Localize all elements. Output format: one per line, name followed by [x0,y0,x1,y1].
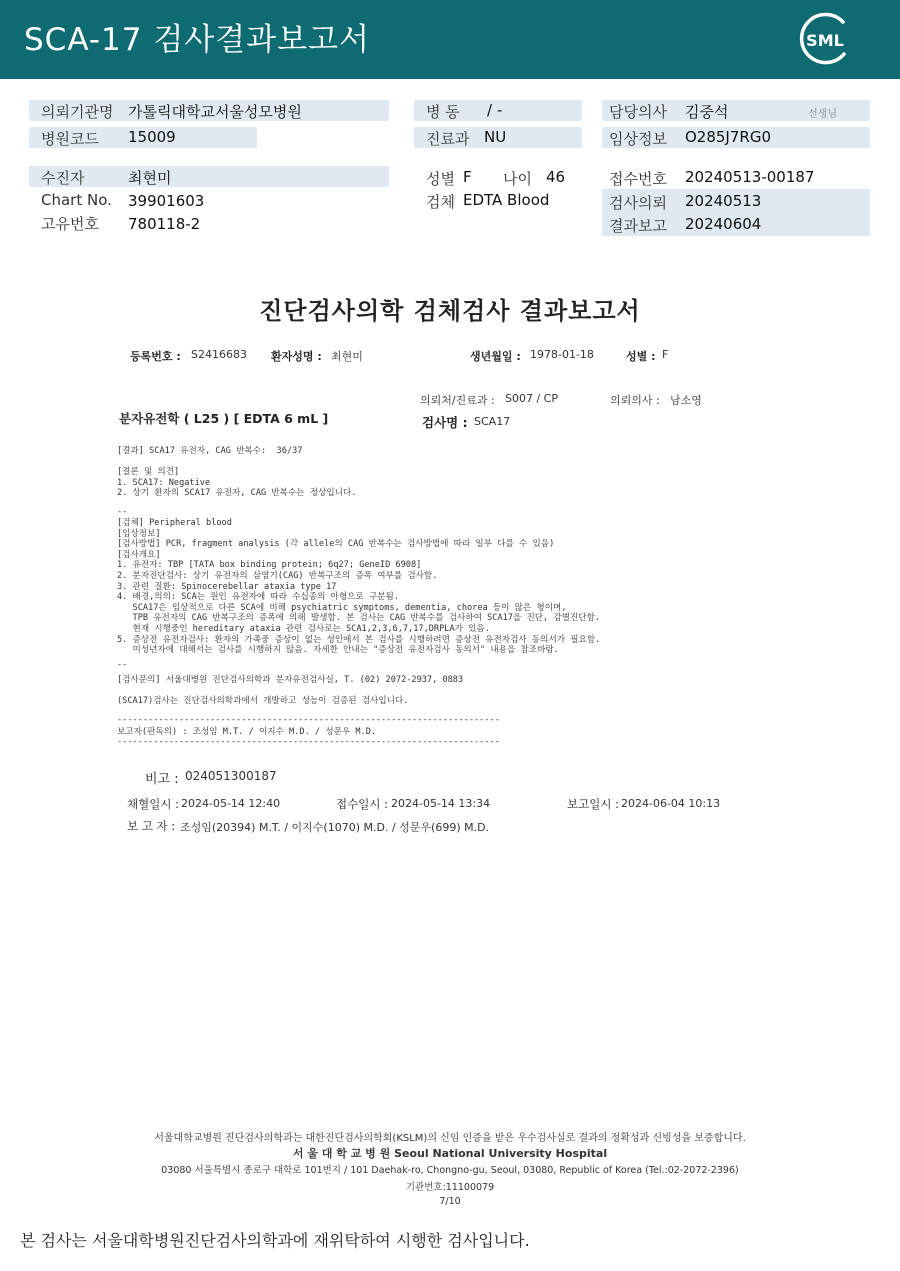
report-time-label: 보고일시 : [567,797,619,811]
detail-line: 3. 관련 질환: Spinocerebellar ataxia type 17 [117,581,337,592]
detail-line: [검체] Peripheral blood [117,518,232,528]
conclusion-line: [결론 및 의견] [117,467,180,477]
section-title: 분자유전학 ( L25 ) [ EDTA 6 mL ] [119,411,329,426]
department-value: NU [484,128,507,146]
age-label: 나이 [503,170,532,188]
chart-no-label: Chart No. [41,191,112,209]
report-date-label: 결과보고 [609,217,667,235]
referring-doctor-value: 남소영 [670,394,702,407]
ward-label: 병 동 [426,103,460,121]
patient-name-value: 최현미 [331,350,363,363]
patient-value: 최현미 [128,169,172,187]
detail-line: 1. 유전자: TBP [TATA box binding protein; 6q27; GeneID 6908] [117,560,422,571]
patient-label: 수진자 [41,169,85,187]
detail-line: 미성년자에 대해서는 검사를 시행하지 않음. 자세한 안내는 "증상전 유전자검사 동의서" 내용을 참조바람. [117,645,559,656]
hospital-code-label: 병원코드 [41,130,99,148]
doctor-suffix: 선생님 [808,109,837,120]
patient-name-label: 환자성명 : [271,350,322,363]
sex-value: F [463,168,472,186]
detail-line: [검사방법] PCR, fragment analysis (각 allele의 CAG 반복수는 검사방법에 따라 일부 다를 수 있음) [117,539,555,550]
chart-no-value: 39901603 [128,192,205,210]
receipt-no-label: 접수번호 [609,170,667,188]
sex-label: 성별 [426,170,455,188]
detail-line: 현재 시행중인 hereditary ataxia 관련 검사로는 SCA1,2,3,6,7,17,DRPLA가 있음. [117,624,490,634]
receipt-time-label: 접수일시 : [336,797,388,811]
age-value: 46 [546,168,566,186]
doctor-label: 담당의사 [609,103,667,121]
dash-line: -------------------------------------------------------------------------- [117,737,500,747]
page-title: SCA-17 검사결과보고서 [24,22,370,58]
report-sex-label: 성별 : [626,350,656,363]
logo-text: SML [806,31,844,50]
test-name-value: SCA17 [474,415,511,428]
collection-label: 채혈일시 : [127,797,179,811]
reporter-line: 보고자(판독의) : 조성임 M.T. / 이지수 M.D. / 성문우 M.D. [117,727,377,737]
collection-value: 2024-05-14 12:40 [181,797,281,810]
report-title: 진단검사의학 검체검사 결과보고서 [259,297,641,325]
separator: -- [117,660,128,670]
bottom-note: 본 검사는 서울대학병원진단검사의학과에 재위탁하여 시행한 검사입니다. [20,1231,530,1250]
doctor-value: 김중석 [685,103,729,121]
report-date-value: 20240604 [685,215,762,233]
clinical-info-value: O285J7RG0 [685,128,771,146]
referring-doctor-label: 의뢰의사 : [610,394,660,407]
detail-line: 2. 분자진단검사: 상기 유전자의 삼염기(CAG) 반복구조의 증폭 여부를 검사함. [117,571,438,581]
receipt-time-value: 2024-05-14 13:34 [391,797,491,810]
remark-label: 비고 : [145,772,179,787]
clinical-info-label: 임상정보 [609,130,667,148]
conclusion-line: 2. 상기 환자의 SCA17 유전자, CAG 반복수는 정상입니다. [117,488,357,499]
detail-line: SCA17은 임상적으로 다른 SCA에 비해 psychiatric symptoms, dementia, chorea 등이 많은 형이며, [117,602,567,613]
test-name-label: 검사명 : [422,415,468,430]
footer-certification: 서울대학교병원 진단검사의학과는 대한진단검사의학회(KSLM)의 신임 인증을 받은 우수검사실로 결과의 정확성과 신빙성을 보증합니다. [154,1133,746,1144]
reporters-value: 조성임(20394) M.T. / 이지수(1070) M.D. / 성문우(699) M.D. [180,821,490,834]
hospital-code-value: 15009 [128,128,176,146]
detail-line: 4. 배경,의의: SCA는 원인 유전자에 따라 수십종의 아형으로 구분됨. [117,592,400,603]
detail-line: TPB 유전자의 CAG 반복구조의 증폭에 의해 발생함. 본 검사는 CAG 반복수를 검사하여 SCA17을 진단, 감별진단함. [117,613,601,624]
footer-hospital-name: 서 울 대 학 교 병 원 Seoul National University Hospital [292,1147,608,1160]
report-time-value: 2024-06-04 10:13 [621,797,721,810]
dash-line: -------------------------------------------------------------------------- [117,715,500,725]
reporters-label: 보 고 자 : [127,819,176,833]
referral-value: S007 / CP [505,392,558,405]
sml-logo [798,12,852,66]
request-date-value: 20240513 [685,192,762,210]
footer-address: 03080 서울특별시 종로구 대학로 101번지 / 101 Daehak-ro, Chongno-gu, Seoul, 03080, Republic of Korea (Tel.:02-2072-2396) [161,1165,739,1176]
detail-line: 5. 증상전 유전자검사: 환자의 가족중 증상이 없는 성인에서 본 검사를 시행하려면 증상전 유전자검사 동의서가 필요함. [117,634,601,645]
specimen-label: 검체 [426,193,455,211]
birth-label: 생년월일 : [470,350,521,363]
header-bar [0,0,900,79]
conclusion-line: 1. SCA17: Negative [117,477,211,488]
remark-value: 024051300187 [185,769,277,783]
department-label: 진료과 [426,130,470,148]
footer-page-number: 7/10 [439,1196,461,1207]
detail-line: [검사개요] [117,549,161,560]
request-date-label: 검사의뢰 [609,194,667,212]
receipt-no-value: 20240513-00187 [685,168,815,186]
reg-no-value: S2416683 [191,348,247,361]
detail-line: [임상정보] [117,528,161,539]
unique-id-label: 고유번호 [41,215,99,233]
result-line: [결과] SCA17 유전자, CAG 반복수: 36/37 [117,446,303,456]
unique-id-value: 780118-2 [128,215,201,233]
report-sex-value: F [662,348,669,361]
specimen-value: EDTA Blood [463,191,550,209]
institution-label: 의뢰기관명 [41,103,114,121]
footer-institution-no: 기관번호:11100079 [405,1182,495,1193]
development-line: (SCA17)검사는 진단검사의학과에서 개발하고 성능이 검증된 검사입니다. [117,696,409,706]
ward-value: / - [487,101,503,119]
reg-no-label: 등록번호 : [130,350,181,363]
referral-label: 의뢰처/진료과 : [420,394,495,407]
separator: -- [117,507,128,517]
institution-value: 가톨릭대학교서울성모병원 [128,103,302,121]
birth-value: 1978-01-18 [530,348,594,361]
inquiry-line: [검사문의] 서울대병원 진단검사의학과 분자유전검사실, T. (02) 2072-2937, 0883 [117,675,464,685]
